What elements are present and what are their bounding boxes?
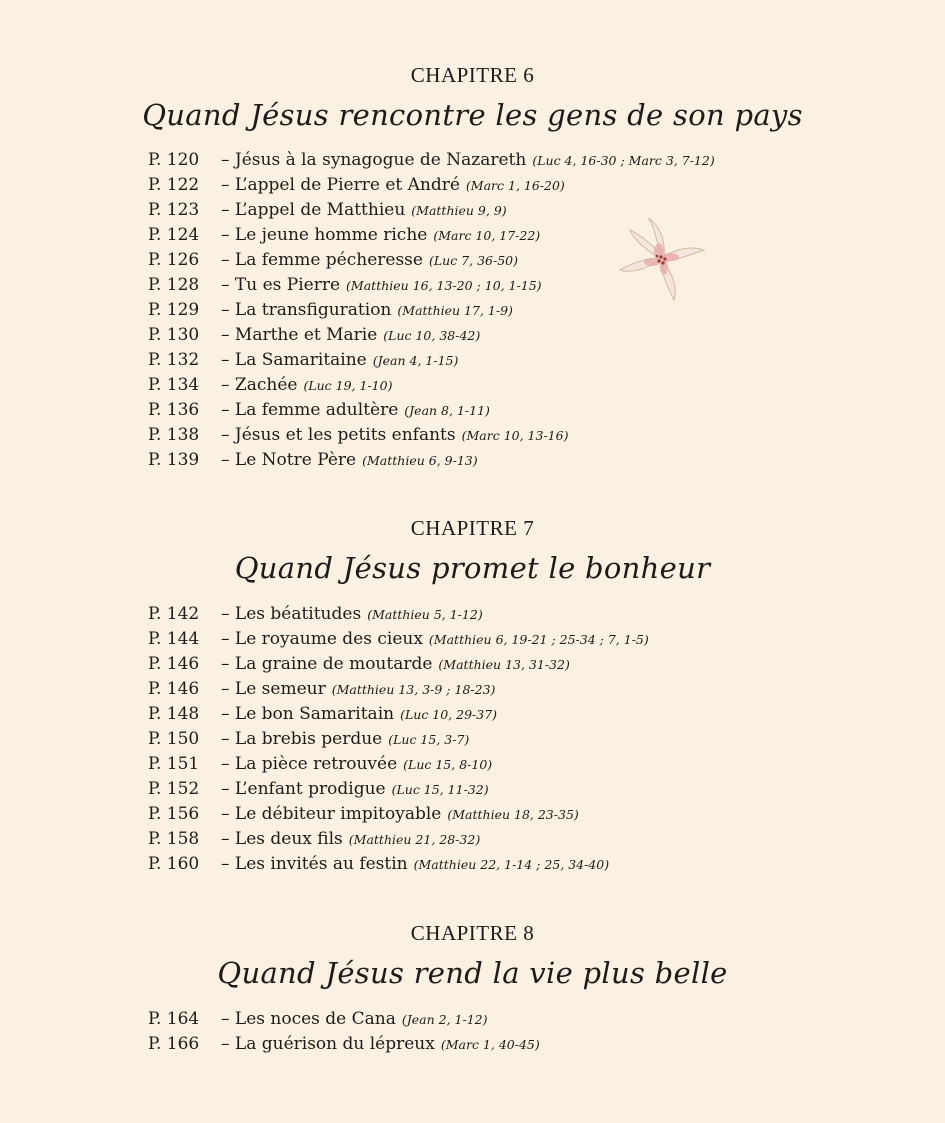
entry-title: Les noces de Cana [234, 1009, 396, 1029]
page-number: P. 166 [148, 1034, 200, 1054]
chapter-label: CHAPITRE 6 [410, 63, 535, 87]
toc-entry [148, 448, 715, 473]
bible-reference: (Marc 10, 17-22) [433, 228, 541, 243]
separator-dash: – [221, 150, 235, 170]
separator-dash: – [221, 450, 235, 470]
separator-dash: – [221, 804, 235, 824]
separator-dash: – [221, 175, 235, 195]
page-number: P. 128 [148, 275, 200, 295]
page-number: P. 130 [148, 325, 200, 345]
entry-title: L’appel de Matthieu [234, 200, 406, 220]
page-number: P. 126 [148, 250, 200, 270]
toc-entry [148, 852, 649, 877]
separator-dash: – [221, 200, 235, 220]
bible-reference: (Matthieu 6, 9-13) [362, 453, 478, 468]
toc-entry [148, 1007, 540, 1032]
entry-title: Le débiteur impitoyable [234, 804, 442, 824]
separator-dash: – [221, 1009, 235, 1029]
entry-title: La guérison du lépreux [234, 1034, 435, 1054]
bible-reference: (Luc 4, 16-30 ; Marc 3, 7-12) [532, 153, 715, 168]
toc-entry [148, 627, 649, 652]
page-number: P. 151 [148, 754, 200, 774]
toc-entry [148, 323, 715, 348]
entry-title: Jésus et les petits enfants [234, 425, 456, 445]
toc-entry [148, 677, 649, 702]
toc-entry [148, 148, 715, 173]
separator-dash: – [221, 754, 235, 774]
separator-dash: – [221, 250, 235, 270]
entry-title: La transfiguration [234, 300, 392, 320]
bible-reference: (Marc 1, 16-20) [465, 178, 565, 193]
page-number: P. 139 [148, 450, 200, 470]
separator-dash: – [221, 400, 235, 420]
entry-title: L’appel de Pierre et André [234, 175, 460, 195]
bible-reference: (Matthieu 21, 28-32) [348, 832, 481, 847]
separator-dash: – [221, 854, 235, 874]
bible-reference: (Matthieu 13, 3-9 ; 18-23) [331, 682, 496, 697]
separator-dash: – [221, 629, 235, 649]
page-number: P. 120 [148, 150, 200, 170]
toc-entry [148, 348, 715, 373]
bible-reference: (Matthieu 17, 1-9) [397, 303, 513, 318]
bible-reference: (Jean 2, 1-12) [401, 1012, 488, 1027]
separator-dash: – [221, 375, 235, 395]
toc-entry [148, 827, 649, 852]
entry-title: Le jeune homme riche [234, 225, 428, 245]
chapter-label: CHAPITRE 8 [410, 921, 535, 945]
page-number: P. 146 [148, 654, 200, 674]
page-number: P. 164 [148, 1009, 200, 1029]
separator-dash: – [221, 300, 235, 320]
entry-title: Les invités au festin [234, 854, 408, 874]
bible-reference: (Luc 7, 36-50) [428, 253, 518, 268]
separator-dash: – [221, 275, 235, 295]
separator-dash: – [221, 350, 235, 370]
separator-dash: – [221, 679, 235, 699]
chapter-7 [0, 515, 945, 591]
bible-reference: (Matthieu 18, 23-35) [447, 807, 579, 822]
page-number: P. 136 [148, 400, 200, 420]
entry-title: Jésus à la synagogue de Nazareth [234, 150, 527, 170]
toc-entry [148, 652, 649, 677]
separator-dash: – [221, 779, 235, 799]
entry-title: Tu es Pierre [234, 275, 341, 295]
entry-title: La pièce retrouvée [234, 754, 398, 774]
toc-entry [148, 702, 649, 727]
separator-dash: – [221, 325, 235, 345]
toc-entry [148, 727, 649, 752]
chapter-title: Quand Jésus promet le bonheur [234, 551, 711, 585]
page-number: P. 134 [148, 375, 200, 395]
toc-entry [148, 423, 715, 448]
page-number: P. 138 [148, 425, 200, 445]
toc-entry [148, 1032, 540, 1057]
bible-reference: (Marc 1, 40-45) [440, 1037, 540, 1052]
page-number: P. 129 [148, 300, 200, 320]
bible-reference: (Matthieu 13, 31-32) [438, 657, 570, 672]
bible-reference: (Matthieu 22, 1-14 ; 25, 34-40) [413, 857, 610, 872]
entry-title: L’enfant prodigue [234, 779, 386, 799]
entry-title: Les béatitudes [234, 604, 362, 624]
bible-reference: (Matthieu 9, 9) [411, 203, 507, 218]
chapter-7-entries [148, 602, 649, 877]
page-number: P. 144 [148, 629, 200, 649]
separator-dash: – [221, 1034, 235, 1054]
entry-title: Marthe et Marie [234, 325, 378, 345]
page-number: P. 156 [148, 804, 200, 824]
separator-dash: – [221, 654, 235, 674]
chapter-title: Quand Jésus rencontre les gens de son pays [142, 98, 803, 132]
bible-reference: (Marc 10, 13-16) [461, 428, 569, 443]
entry-title: Le Notre Père [234, 450, 357, 470]
chapter-6-entries [148, 148, 715, 473]
bible-reference: (Luc 15, 11-32) [391, 782, 489, 797]
page-number: P. 160 [148, 854, 200, 874]
page-number: P. 146 [148, 679, 200, 699]
page-number: P. 142 [148, 604, 200, 624]
toc-entry [148, 173, 715, 198]
page-number: P. 148 [148, 704, 200, 724]
bible-reference: (Jean 4, 1-15) [372, 353, 459, 368]
page-number: P. 158 [148, 829, 200, 849]
separator-dash: – [221, 729, 235, 749]
entry-title: La brebis perdue [234, 729, 383, 749]
chapter-6 [0, 62, 945, 138]
toc-entry [148, 373, 715, 398]
page-number: P. 152 [148, 779, 200, 799]
separator-dash: – [221, 225, 235, 245]
bible-reference: (Matthieu 5, 1-12) [367, 607, 483, 622]
chapter-title: Quand Jésus rend la vie plus belle [217, 956, 728, 990]
bible-reference: (Matthieu 16, 13-20 ; 10, 1-15) [346, 278, 542, 293]
toc-entry [148, 777, 649, 802]
chapter-8 [0, 920, 945, 996]
toc-entry [148, 398, 715, 423]
entry-title: La graine de moutarde [234, 654, 433, 674]
entry-title: Le semeur [234, 679, 326, 699]
entry-title: La femme pécheresse [234, 250, 423, 270]
entry-title: La Samaritaine [234, 350, 367, 370]
separator-dash: – [221, 604, 235, 624]
chapter-label: CHAPITRE 7 [410, 516, 535, 540]
separator-dash: – [221, 829, 235, 849]
lily-flower-illustration [612, 210, 712, 310]
page-number: P. 124 [148, 225, 200, 245]
page-number: P. 132 [148, 350, 200, 370]
chapter-8-entries [148, 1007, 540, 1057]
toc-entry [148, 752, 649, 777]
bible-reference: (Jean 8, 1-11) [404, 403, 490, 418]
page-number: P. 123 [148, 200, 200, 220]
toc-entry [148, 802, 649, 827]
bible-reference: (Luc 15, 8-10) [403, 757, 493, 772]
entry-title: Les deux fils [234, 829, 343, 849]
page-number: P. 122 [148, 175, 200, 195]
bible-reference: (Luc 15, 3-7) [388, 732, 470, 747]
bible-reference: (Luc 10, 29-37) [400, 707, 498, 722]
toc-entry [148, 602, 649, 627]
entry-title: Le royaume des cieux [234, 629, 423, 649]
page-number: P. 150 [148, 729, 200, 749]
bible-reference: (Luc 19, 1-10) [303, 378, 393, 393]
separator-dash: – [221, 704, 235, 724]
entry-title: Le bon Samaritain [234, 704, 395, 724]
entry-title: La femme adultère [234, 400, 399, 420]
separator-dash: – [221, 425, 235, 445]
entry-title: Zachée [234, 375, 298, 395]
bible-reference: (Luc 10, 38-42) [383, 328, 481, 343]
bible-reference: (Matthieu 6, 19-21 ; 25-34 ; 7, 1-5) [428, 632, 649, 647]
